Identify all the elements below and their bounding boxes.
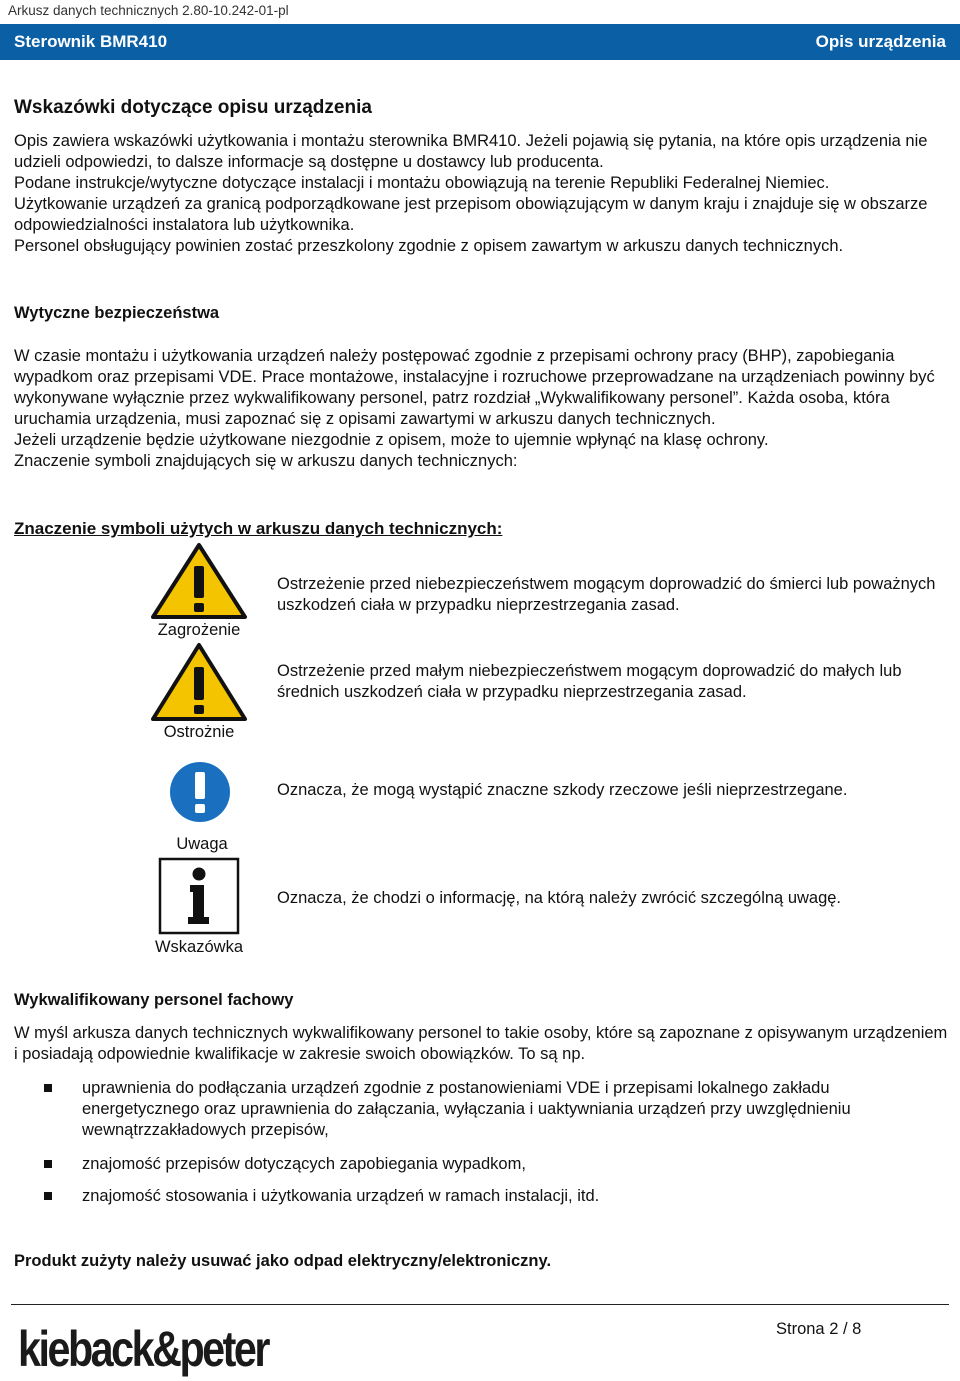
symbol-description-attention: Oznacza, że mogą wystąpić znaczne szkody rzeczowe jeśli nieprzestrzegane. [277,781,848,799]
document-label: Arkusz danych technicznych 2.80-10.242-01-pl [8,3,289,18]
intro-paragraph: Podane instrukcje/wytyczne dotyczące instalacji i montażu obowiązują na terenie Republiki Federalnej Niemiec. [14,174,830,192]
disposal-note: Produkt zużyty należy usuwać jako odpad elektryczny/elektroniczny. [14,1252,552,1270]
bullet-marker [44,1192,52,1200]
symbol-description-caution: Ostrzeżenie przed małym niebezpieczeństwem mogącym doprowadzić do małych lub średnich uszkodzeń ciała w przypadku nieprzestrzegania zasad. [277,662,902,701]
info-icon [158,857,240,935]
bullet-marker [44,1084,52,1092]
symbol-label-caution: Ostrożnie [163,723,235,741]
symbol-label-attention: Uwaga [176,835,228,853]
safety-text [14,346,949,472]
symbol-description-danger: Ostrzeżenie przed niebezpieczeństwem mogącym doprowadzić do śmierci lub poważnych uszkodzeń ciała w przypadku nieprzestrzegania zasad. [277,575,936,614]
safety-paragraph: Jeżeli urządzenie będzie użytkowane niezgodnie z opisem, może to ujemnie wpłynąć na klasę ochrony. [14,431,769,449]
symbol-description-info: Oznacza, że chodzi o informację, na którą należy zwrócić szczególną uwagę. [277,889,842,907]
header-product-title: Sterownik BMR410 [14,32,168,51]
section-title-safety: Wytyczne bezpieczeństwa [14,304,220,322]
safety-paragraph: W czasie montażu i użytkowania urządzeń należy postępować zgodnie z przepisami ochrony pracy (BHP), zapobiegania wypadkom oraz przepisami VDE. Prace montażowe, instalacyjne i rozruchowe przeprowadzane na urządzeniach powinny być wykonywane wyłącznie przez wykwalifikowany personel, patrz rozdział „Wykwalifikowany personel”. Każda osoba, która uruchamia urządzenia, musi zapoznać się z opisami zawartymi w arkuszu danych technicznych. [14,347,935,428]
page-number: Strona 2 / 8 [776,1320,862,1338]
bullet-marker [44,1160,52,1168]
attention-icon [166,760,234,824]
symbol-label-info: Wskazówka [154,938,244,956]
personnel-intro: W myśl arkusza danych technicznych wykwalifikowany personel to takie osoby, które są zapoznane z opisywanym urządzeniem i posiadają odpowiednie kwalifikacje w zakresie swoich obowiązków. To są np. [14,1024,948,1063]
logo-text: kieback&peter [18,1321,271,1377]
kieback-peter-logo [18,1320,278,1376]
section-title-symbols: Znaczenie symboli użytych w arkuszu danych technicznych: [14,519,503,538]
bullet-item: znajomość przepisów dotyczących zapobiegania wypadkom, [82,1155,526,1173]
intro-text [14,131,949,257]
section-title-description-notes: Wskazówki dotyczące opisu urządzenia [14,97,372,118]
caution-warning-icon [150,642,248,722]
intro-paragraph: Personel obsługujący powinien zostać przeszkolony zgodnie z opisem zawartym w arkuszu danych technicznych. [14,237,844,255]
bullet-item: znajomość stosowania i użytkowania urządzeń w ramach instalacji, itd. [82,1187,600,1205]
intro-paragraph: Opis zawiera wskazówki użytkowania i montażu sterownika BMR410. Jeżeli pojawią się pytania, na które opis urządzenia nie udzieli odpowiedzi, to dalsze informacje są dostępne u dostawcy lub producenta. [14,132,928,171]
intro-paragraph: Użytkowanie urządzeń za granicą podporządkowane jest przepisom obowiązującym w danym kraju i znajduje się w obszarze odpowiedzialności instalatora lub użytkownika. [14,195,928,234]
bullet-item: uprawnienia do podłączania urządzeń zgodnie z postanowieniami VDE i przepisami lokalnego zakładu energetycznego oraz uprawnienia do załączania, wyłączania i uaktywniania urządzeń przy uwzględnieniu wewnątrzzakładowych przepisów, [82,1079,851,1139]
symbol-label-danger: Zagrożenie [157,621,241,639]
section-title-qualified-personnel: Wykwalifikowany personel fachowy [14,991,294,1009]
footer-divider [11,1304,949,1305]
header-section-title: Opis urządzenia [815,32,946,51]
danger-warning-icon [150,542,248,620]
safety-paragraph: Znaczenie symboli znajdujących się w arkuszu danych technicznych: [14,452,518,470]
